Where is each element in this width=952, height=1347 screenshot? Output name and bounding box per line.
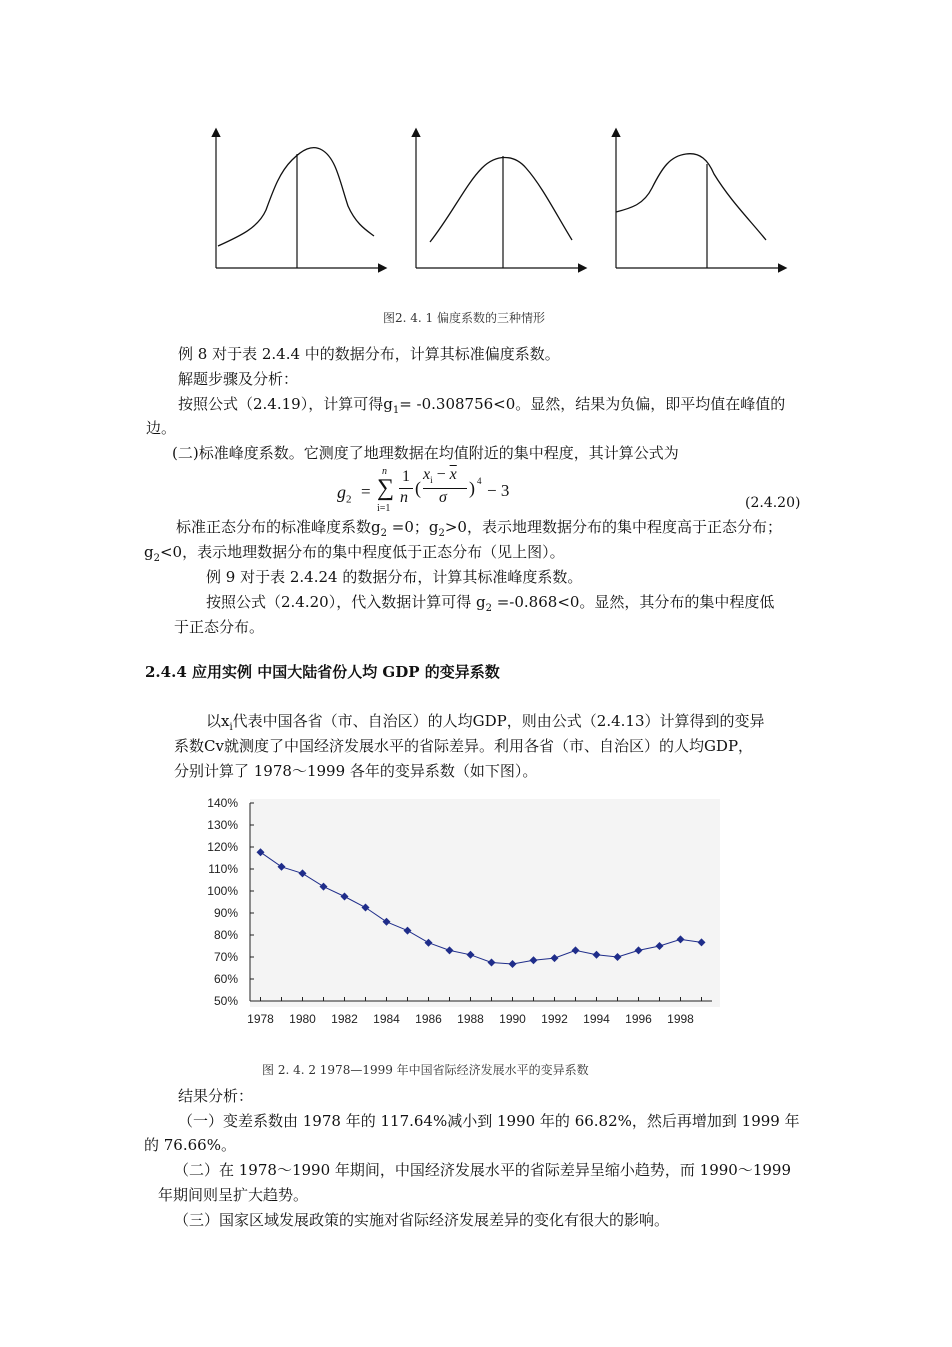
x-tick-label: 1990 bbox=[499, 1012, 526, 1026]
y-tick-label: 80% bbox=[213, 928, 238, 942]
kurtosis-desc-line2: $g_2<0$，表示地理数据分布的集中程度低于正态分布（见上图）。 bbox=[144, 543, 565, 564]
skewness-curves bbox=[200, 124, 800, 284]
result-line3: （二）在 1978～1990 年期间，中国经济发展水平的省际差异呈缩小趋势，而 1990～1999 bbox=[174, 1161, 792, 1179]
y-tick-label: 90% bbox=[213, 906, 238, 920]
section-line3: 分别计算了 1978～1999 各年的变异系数（如下图）。 bbox=[174, 762, 538, 780]
section-line2: 系数Cv就测度了中国经济发展水平的省际差异。利用各省（市、自治区）的人均GDP， bbox=[174, 737, 754, 755]
x-tick-label: 1986 bbox=[415, 1012, 442, 1026]
y-tick-label: 120% bbox=[207, 840, 238, 854]
example9-line: 例 9 对于表 2.4.24 的数据分布，计算其标准峰度系数。 bbox=[206, 568, 583, 586]
kurtosis-formula: $g_2$ = n ∑ i=1 1 n ( $x_i - \overline{x}$ σ ) 4 − 3 bbox=[337, 466, 510, 514]
solution-steps-line: 解题步骤及分析： bbox=[178, 370, 299, 388]
result-line4: 年期间则呈扩大趋势。 bbox=[158, 1186, 309, 1204]
y-tick-label: 60% bbox=[213, 972, 238, 986]
y-tick-label: 100% bbox=[207, 884, 238, 898]
curve-panel-positive-skew bbox=[616, 130, 785, 268]
cv-chart bbox=[200, 795, 730, 1035]
result-line2: 的 76.66%。 bbox=[144, 1136, 236, 1154]
result-title: 结果分析： bbox=[178, 1087, 254, 1105]
kurtosis-result-line2: 于正态分布。 bbox=[174, 618, 265, 636]
y-tick-label: 70% bbox=[213, 950, 238, 964]
skew-result-line2: 边。 bbox=[146, 419, 177, 437]
figure2-caption: 图 2. 4. 2 1978—1999 年中国省际经济发展水平的变异系数 bbox=[262, 1063, 589, 1077]
cv-chart-svg bbox=[200, 795, 730, 1035]
section-heading: 2.4.4 应用实例 中国大陆省份人均 GDP 的变异系数 bbox=[145, 663, 500, 681]
result-line5: （三）国家区域发展政策的实施对省际经济发展差异的变化有很大的影响。 bbox=[174, 1211, 670, 1229]
formula-label: (2.4.20) bbox=[745, 495, 801, 511]
skewness-figure bbox=[200, 124, 800, 284]
skew-result-line: 按照公式（2.4.19），计算可得$g_1= -0.308756<0$。显然，结果为负偏，即平均值在峰值的 bbox=[178, 395, 786, 416]
kurtosis-desc-line: 标准正态分布的标准峰度系数$g_2 =0$；$g_2>0$，表示地理数据分布的集中程度高于正态分布； bbox=[176, 518, 782, 539]
section-line1: 以$x_i$代表中国各省（市、自治区）的人均GDP，则由公式（2.4.13）计算得到的变异 bbox=[206, 712, 765, 733]
x-tick-label: 1980 bbox=[289, 1012, 316, 1026]
y-tick-label: 50% bbox=[213, 994, 238, 1008]
curve-panel-symmetric bbox=[416, 130, 585, 268]
kurtosis-result-line: 按照公式（2.4.20），代入数据计算可得 $g_2 =-0.868<0$。显然，其分布的集中程度低 bbox=[206, 593, 775, 614]
result-line1: （一）变差系数由 1978 年的 117.64%减小到 1990 年的 66.82%，然后再增加到 1999 年 bbox=[178, 1112, 800, 1130]
x-tick-label: 1982 bbox=[331, 1012, 358, 1026]
curve-panel-negative-skew bbox=[216, 130, 385, 268]
x-tick-label: 1988 bbox=[457, 1012, 484, 1026]
y-tick-label: 110% bbox=[208, 862, 238, 876]
plot-background bbox=[250, 799, 720, 1007]
x-tick-label: 1996 bbox=[625, 1012, 652, 1026]
kurtosis-intro-line: (二)标准峰度系数。它测度了地理数据在均值附近的集中程度，其计算公式为 bbox=[172, 444, 679, 462]
y-tick-label: 130% bbox=[207, 818, 238, 832]
x-tick-label: 1992 bbox=[541, 1012, 568, 1026]
example8-line: 例 8 对于表 2.4.4 中的数据分布，计算其标准偏度系数。 bbox=[178, 345, 560, 363]
x-tick-label: 1998 bbox=[667, 1012, 694, 1026]
figure1-caption: 图2. 4. 1 偏度系数的三种情形 bbox=[383, 311, 545, 325]
y-tick-label: 140% bbox=[207, 796, 238, 810]
x-tick-label: 1978 bbox=[247, 1012, 274, 1026]
x-tick-label: 1994 bbox=[583, 1012, 610, 1026]
x-tick-label: 1984 bbox=[373, 1012, 400, 1026]
